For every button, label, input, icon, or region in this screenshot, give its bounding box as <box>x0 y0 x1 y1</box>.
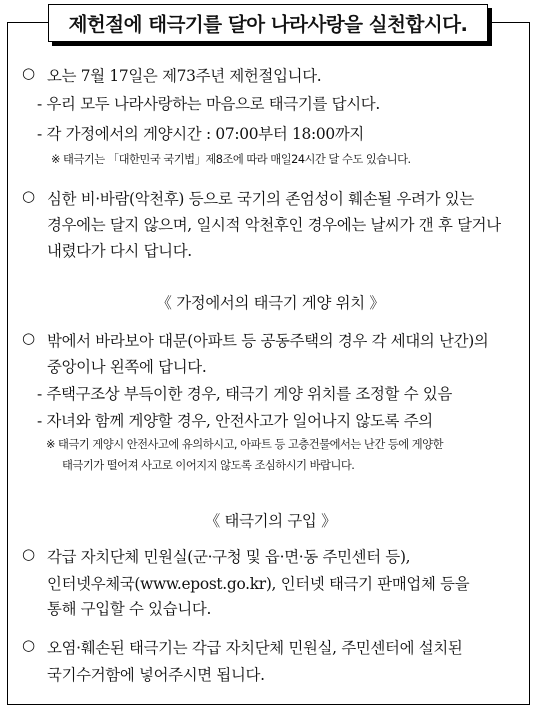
section2-line3: 내렸다가 다시 답니다. <box>47 242 192 260</box>
heading-purchase: 《 태극기의 구입 》 <box>204 512 337 530</box>
section4-line3: 통해 구입할 수 있습니다. <box>47 600 212 618</box>
bullet-circle-icon: ○ <box>22 329 36 347</box>
section5-line2: 국기수거함에 넣어주시면 됩니다. <box>47 666 265 684</box>
section3-sub2: - 자녀와 함께 게양할 경우, 안전사고가 일어나지 않도록 주의 <box>37 412 433 430</box>
notice-title: 제헌절에 태극기를 달아 나라사랑을 실천합시다. <box>48 4 488 42</box>
section3-note1: ※ 태극기 게양시 안전사고에 유의하시고, 아파트 등 고층건물에서는 난간 등에 게양한 <box>46 438 444 451</box>
section3-line1: 밖에서 바라보아 대문(아파트 등 공동주택의 경우 각 세대의 난간)의 <box>47 332 489 350</box>
bullet-circle-icon: ○ <box>22 636 36 654</box>
bullet-circle-icon: ○ <box>22 64 36 82</box>
section5-line1: 오염·훼손된 태극기는 각급 자치단체 민원실, 주민센터에 설치된 <box>47 639 463 657</box>
section3-sub1: - 주택구조상 부득이한 경우, 태극기 게양 위치를 조정할 수 있음 <box>37 385 453 403</box>
section1-sub1: - 우리 모두 나라사랑하는 마음으로 태극기를 답시다. <box>37 95 380 113</box>
bullet-circle-icon: ○ <box>22 545 36 563</box>
heading-location: 《 가정에서의 태극기 게양 위치 》 <box>156 294 385 312</box>
section1-sub2: - 각 가정에서의 게양시간 : 07:00부터 18:00까지 <box>37 125 364 143</box>
section2-line2: 경우에는 달지 않으며, 일시적 악천후인 경우에는 날씨가 갠 후 달거나 <box>47 216 501 234</box>
section2-line1: 심한 비·바람(악천후) 등으로 국기의 존엄성이 훼손될 우려가 있는 <box>47 190 474 208</box>
section3-note2: 태극기가 떨어져 사고로 이어지지 않도록 조심하시기 바랍니다. <box>62 459 355 472</box>
section3-line2: 중앙이나 왼쪽에 답니다. <box>47 358 207 376</box>
bullet-circle-icon: ○ <box>22 187 36 205</box>
section1-note: ※ 태극기는 「대한민국 국기법」제8조에 따라 매일24시간 달 수도 있습니다. <box>51 153 411 166</box>
section4-line2: 인터넷우체국(www.epost.go.kr), 인터넷 태극기 판매업체 등을 <box>47 575 470 593</box>
section1-line1: 오는 7월 17일은 제73주년 제헌절입니다. <box>47 67 322 85</box>
section4-line1: 각급 자치단체 민원실(군·구청 및 읍·면·동 주민센터 등), <box>47 548 411 566</box>
